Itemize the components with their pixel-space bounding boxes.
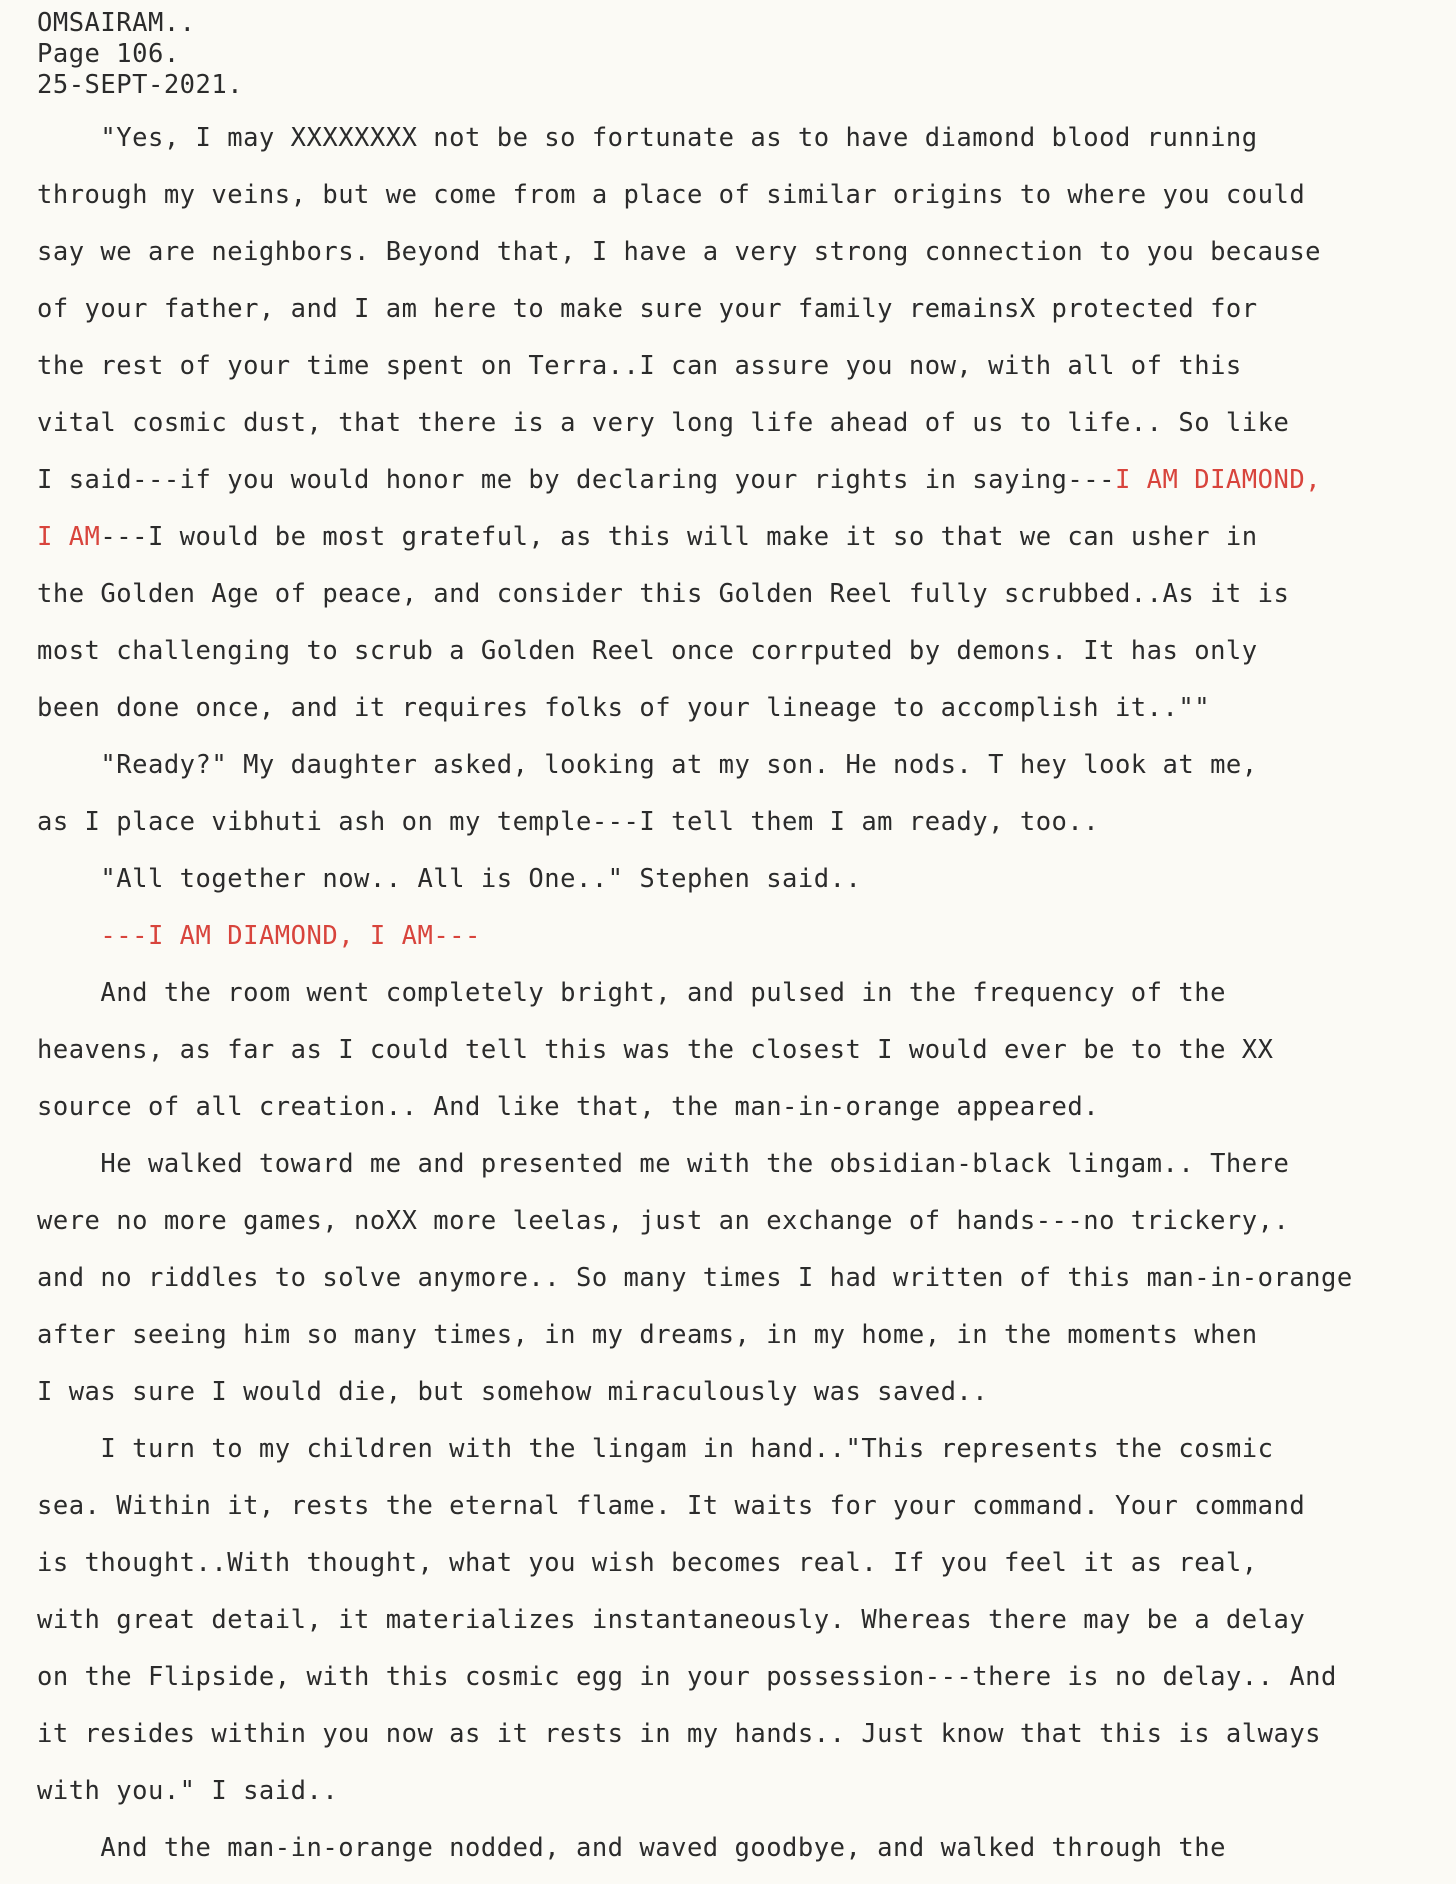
text-line: the Golden Age of peace, and consider this Golden Reel fully scrubbed..As it is [37,579,1290,609]
text-line: say we are neighbors. Beyond that, I have a very strong connection to you because [37,237,1322,267]
text-line: as I place vibhuti ash on my temple---I tell them I am ready, too.. [37,807,1100,837]
text-line: heavens, as far as I could tell this was the closest I would ever be to the XX [37,1035,1274,1065]
red-ink-text: I AM DIAMOND, [1114,465,1322,495]
text-line: is thought..With thought, what you wish becomes real. If you feel it as real, [37,1548,1258,1578]
header-line-2: Page 106. [37,39,180,69]
text-line: vital cosmic dust, that there is a very long life ahead of us to life.. So like [37,408,1290,438]
red-ink-text: I AM [37,522,101,552]
text-line: through my veins, but we come from a place of similar origins to where you could [37,180,1306,210]
text-line: after seeing him so many times, in my dreams, in my home, in the moments when [37,1320,1258,1350]
text-line: I AM---I would be most grateful, as this will make it so that we can usher in [37,522,1258,552]
text-line: on the Flipside, with this cosmic egg in your possession---there is no delay.. And [37,1662,1337,1692]
page-header [37,8,243,101]
text-line: "All together now.. All is One.." Stephen said.. [37,864,862,894]
header-line-3: 25-SEPT-2021. [37,70,244,100]
text-line: source of all creation.. And like that, the man-in-orange appeared. [37,1092,1100,1122]
text-line [37,908,1437,965]
text-line: of your father, and I am here to make sure your family remainsX protected for [37,294,1258,324]
text-line: with you." I said.. [37,1776,339,1806]
text-line: been done once, and it requires folks of your lineage to accomplish it.."" [37,693,1211,723]
text-line: He walked toward me and presented me with the obsidian-black lingam.. There [37,1149,1290,1179]
text-line: "Ready?" My daughter asked, looking at my son. He nods. T hey look at me, [37,750,1258,780]
header-line-1: OMSAIRAM.. [37,8,196,38]
text-line: And the man-in-orange nodded, and waved goodbye, and walked through the [37,1833,1226,1863]
text-line: I turn to my children with the lingam in hand.."This represents the cosmic [37,1434,1274,1464]
text-line: were no more games, noXX more leelas, just an exchange of hands---no trickery,. [37,1206,1290,1236]
text-line: most challenging to scrub a Golden Reel once corrputed by demons. It has only [37,636,1258,666]
red-ink-text: ---I AM DIAMOND, I AM--- [100,921,481,951]
text-line: And the room went completely bright, and pulsed in the frequency of the [37,978,1226,1008]
text-line: "Yes, I may XXXXXXXX not be so fortunate as to have diamond blood running [37,123,1258,153]
text-line: sea. Within it, rests the eternal flame. It waits for your command. Your command [37,1491,1306,1521]
text-line: the rest of your time spent on Terra..I can assure you now, with all of this [37,351,1242,381]
text-line: and no riddles to solve anymore.. So many times I had written of this man-in-orange [37,1263,1353,1293]
text-line: with great detail, it materializes instantaneously. Whereas there may be a delay [37,1605,1306,1635]
text-line: I said---if you would honor me by declaring your rights in saying---I AM DIAMOND, [37,465,1322,495]
body-text [37,110,1437,1877]
text-line: it resides within you now as it rests in my hands.. Just know that this is always [37,1719,1322,1749]
text-line: I was sure I would die, but somehow miraculously was saved.. [37,1377,989,1407]
